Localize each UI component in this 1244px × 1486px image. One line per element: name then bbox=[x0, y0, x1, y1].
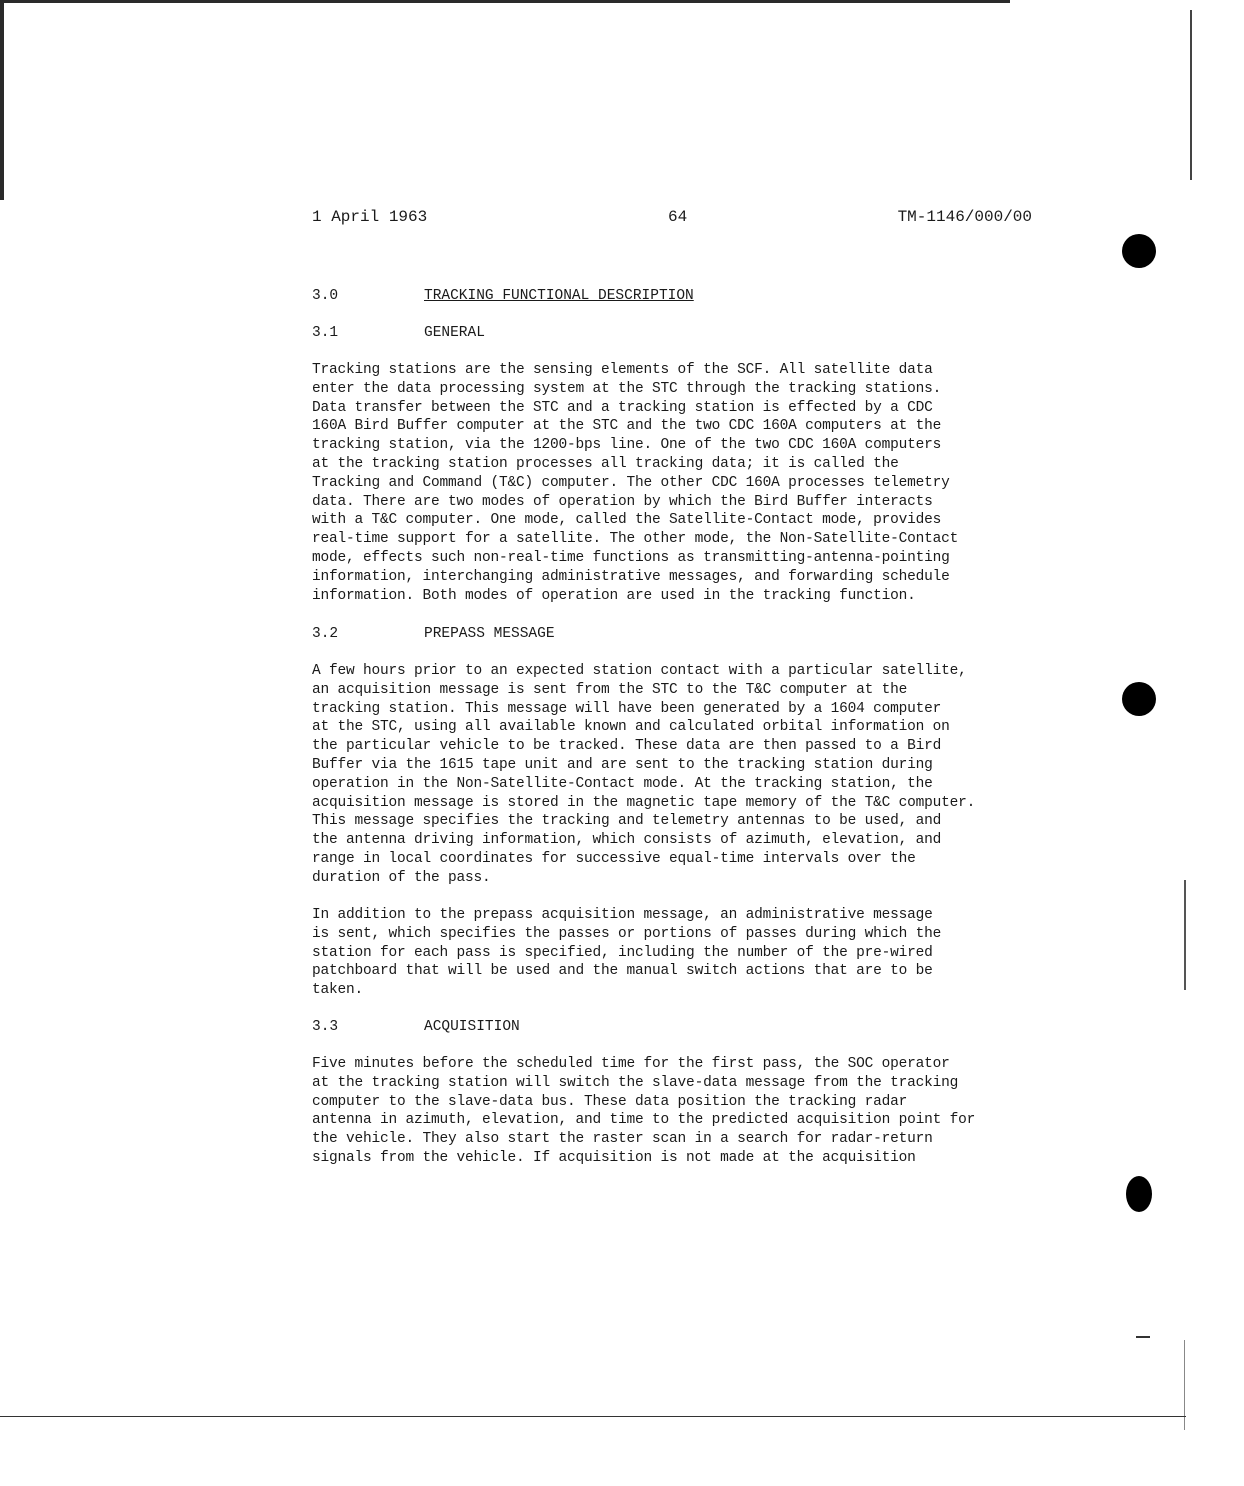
section-title: ACQUISITION bbox=[424, 1019, 520, 1035]
punch-hole bbox=[1126, 1176, 1152, 1212]
section-number: 3.2 bbox=[312, 626, 339, 642]
section-title: PREPASS MESSAGE bbox=[424, 626, 555, 642]
body-paragraph: A few hours prior to an expected station contact with a particular satellite, an acquisition message is sent from the STC to the T&C computer at the tracking station. This message will have been generated by a 1604 computer at the STC, using all available known and calculated orbital information on the particular vehicle to be tracked. These data are then passed to a Bird Buffer via the 1615 tape unit and are sent to the tracking station during operation in the Non-Satellite-Contact mode. At the tracking station, the acquisition message is stored in the magnetic tape memory of the T&C computer. This message specifies the tracking and telemetry antennas to be used, and the antenna driving information, which consists of azimuth, elevation, and range in local coordinates for successive equal-time intervals over the duration of the pass. bbox=[312, 663, 976, 886]
section-title: GENERAL bbox=[424, 325, 485, 341]
scan-edge-bottom bbox=[0, 1416, 1186, 1417]
section-number: 3.0 bbox=[312, 288, 339, 304]
scan-edge-top bbox=[0, 0, 1010, 3]
page-header bbox=[312, 208, 1032, 232]
section-number: 3.1 bbox=[312, 325, 339, 341]
body-paragraph: In addition to the prepass acquisition message, an administrative message is sent, which specifies the passes or portions of passes during which the station for each pass is specified, including the number of the pre-wired patchboard that will be used and the manual switch actions that are to be taken. bbox=[312, 907, 942, 999]
scan-edge-left bbox=[0, 0, 4, 200]
body-paragraph: Five minutes before the scheduled time for the first pass, the SOC operator at the tracking station will switch the slave-data message from the tracking computer to the slave-data bus. These data position the tracking radar antenna in azimuth, elevation, and time to the predicted acquisition point for the vehicle. They also start the raster scan in a search for radar-return signals from the vehicle. If acquisition is not made at the acquisition bbox=[312, 1056, 976, 1166]
header-date: 1 April 1963 bbox=[312, 208, 428, 226]
section-title: TRACKING FUNCTIONAL DESCRIPTION bbox=[424, 288, 694, 304]
scan-mark bbox=[1136, 1336, 1150, 1338]
scan-edge-right bbox=[1190, 10, 1192, 180]
punch-hole bbox=[1122, 682, 1156, 716]
body-paragraph: Tracking stations are the sensing elements of the SCF. All satellite data enter the data processing system at the STC through the tracking stations. Data transfer between the STC and a tracking station is effected by a CDC 160A Bird Buffer computer at the STC and the two CDC 160A computers at the tracking station, via the 1200-bps line. One of the two CDC 160A computers at the tracking station processes all tracking data; it is called the Tracking and Command (T&C) computer. The other CDC 160A processes telemetry data. There are two modes of operation by which the Bird Buffer interacts with a T&C computer. One mode, called the Satellite-Contact mode, provides real-time support for a satellite. The other mode, the Non-Satellite-Contact mode, effects such non-real-time functions as transmitting-antenna-pointing information, interchanging administrative messages, and forwarding schedule information. Both modes of operation are used in the tracking function. bbox=[312, 362, 959, 604]
scan-edge-right bbox=[1184, 880, 1186, 990]
page-number: 64 bbox=[668, 208, 688, 226]
document-id: TM-1146/000/00 bbox=[897, 208, 1032, 226]
punch-hole bbox=[1122, 234, 1156, 268]
section-number: 3.3 bbox=[312, 1019, 339, 1035]
